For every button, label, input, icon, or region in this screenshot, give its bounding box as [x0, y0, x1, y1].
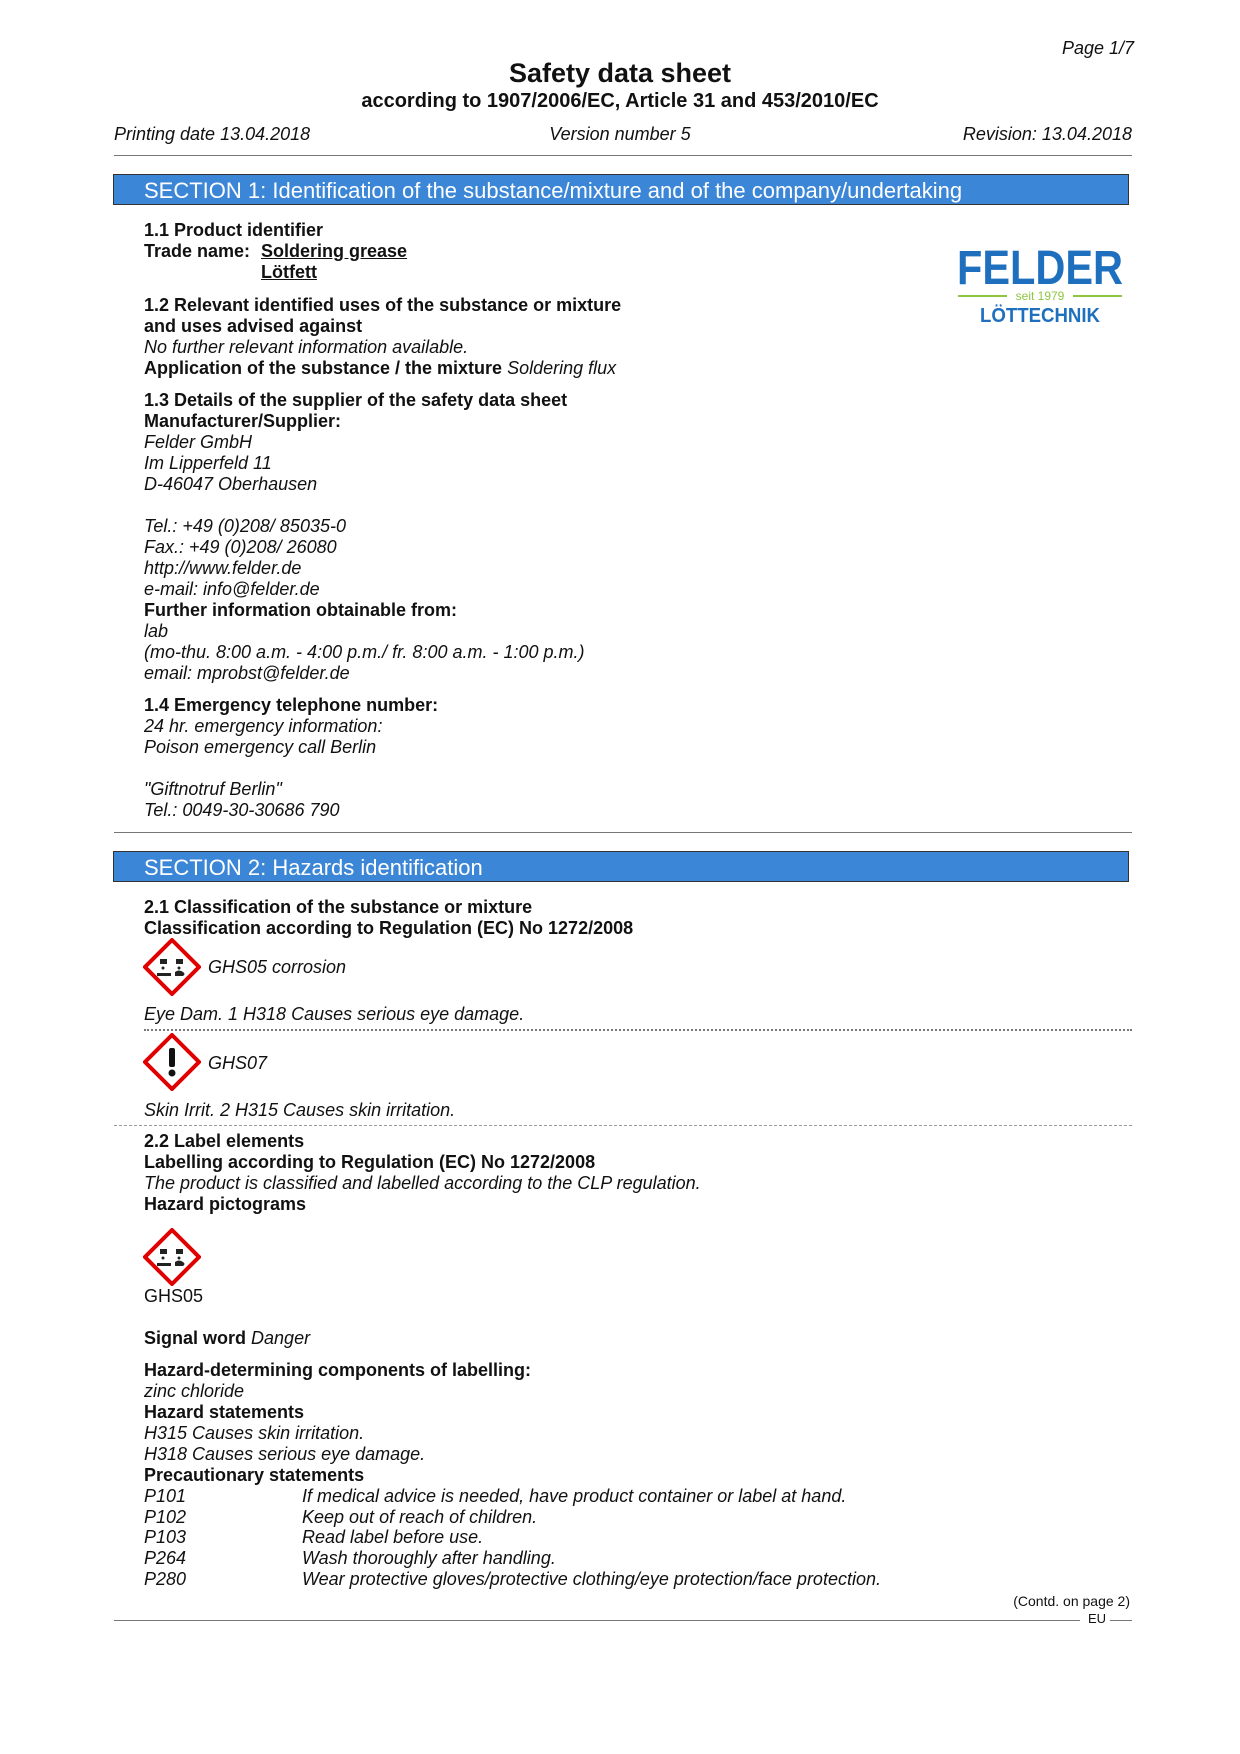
emergency-2: Poison emergency call Berlin: [144, 737, 377, 757]
component-1: zinc chloride: [144, 1381, 245, 1401]
revision-date: Revision: 13.04.2018: [962, 124, 1132, 144]
hazard-h315: H315 Causes skin irritation.: [144, 1423, 365, 1443]
further-info-1: lab: [144, 621, 169, 641]
s12-note: No further relevant information available.: [144, 337, 469, 357]
printing-date: Printing date 13.04.2018: [114, 124, 311, 144]
s12-title-2: and uses advised against: [144, 316, 363, 336]
page-number: Page 1/7: [1061, 38, 1134, 58]
further-info-3[interactable]: email: mprobst@felder.de: [144, 663, 350, 683]
components-label: Hazard-determining components of labelling:: [144, 1360, 532, 1380]
precaution-text: Wear protective gloves/protective clothing/eye protection/face protection.: [302, 1569, 881, 1589]
precaution-text: If medical advice is needed, have product container or label at hand.: [302, 1486, 847, 1506]
pictogram-caption: GHS05: [144, 1286, 204, 1306]
trade-name-label: Trade name:: [144, 241, 251, 261]
s12-title-1: 1.2 Relevant identified uses of the substance or mixture: [144, 295, 622, 315]
ghs05-corrosion-icon: [143, 938, 201, 996]
application-row: [144, 358, 616, 379]
emergency-1: 24 hr. emergency information:: [144, 716, 383, 736]
trade-name-2: Lötfett: [261, 262, 317, 282]
eye-dam-classification: Eye Dam. 1 H318 Causes serious eye damage.: [144, 1004, 525, 1024]
emergency-4: Tel.: 0049-30-30686 790: [144, 800, 340, 820]
precaution-text: Read label before use.: [302, 1527, 484, 1547]
application-label: Application of the substance / the mixture: [144, 358, 503, 378]
company-city: D-46047 Oberhausen: [144, 474, 318, 494]
s14-title: 1.4 Emergency telephone number:: [144, 695, 439, 715]
company-street: Im Lipperfeld 11: [144, 453, 272, 473]
precaution-code: P101: [144, 1486, 187, 1506]
precaution-code: P103: [144, 1527, 187, 1547]
svg-text:seit 1979: seit 1979: [1015, 289, 1065, 303]
svg-text:FELDER: FELDER: [957, 242, 1123, 295]
company-email[interactable]: e-mail: info@felder.de: [144, 579, 320, 599]
header-divider: [114, 155, 1132, 156]
s21-sub: Classification according to Regulation (EC) No 1272/2008: [144, 918, 634, 938]
footer-region: EU: [1088, 1611, 1107, 1626]
signal-word-value: Danger: [251, 1328, 311, 1348]
precaution-code: P280: [144, 1569, 187, 1589]
document-title: Safety data sheet: [508, 58, 732, 88]
felder-logo: [955, 240, 1125, 326]
further-info-2: (mo-thu. 8:00 a.m. - 4:00 p.m./ fr. 8:00 a.m. - 1:00 p.m.): [144, 642, 585, 662]
s22-title: 2.2 Label elements: [144, 1131, 305, 1151]
document-subtitle: according to 1907/2006/EC, Article 31 and 453/2010/EC: [361, 90, 879, 112]
section-1-heading: SECTION 1: Identification of the substance/mixture and of the company/undertaking: [113, 174, 1129, 205]
s22-sub: Labelling according to Regulation (EC) No 1272/2008: [144, 1152, 596, 1172]
emergency-3: "Giftnotruf Berlin": [144, 779, 282, 799]
precaution-text: Keep out of reach of children.: [302, 1507, 538, 1527]
section-1-divider: [114, 832, 1132, 833]
company-fax: Fax.: +49 (0)208/ 26080: [144, 537, 337, 557]
precaution-code: P102: [144, 1507, 187, 1527]
continued-note: (Contd. on page 2): [1013, 1593, 1130, 1609]
company-name: Felder GmbH: [144, 432, 253, 452]
s13-title: 1.3 Details of the supplier of the safety data sheet: [144, 390, 568, 410]
ghs05-label: GHS05 corrosion: [208, 957, 347, 977]
trade-name-1: Soldering grease: [261, 241, 408, 261]
skin-irrit-classification: Skin Irrit. 2 H315 Causes skin irritation.: [144, 1100, 456, 1120]
version-number: Version number 5: [549, 124, 691, 144]
precautionary-label: Precautionary statements: [144, 1465, 365, 1485]
ghs07-exclamation-icon: [143, 1033, 201, 1091]
footer-rule: [114, 1620, 1080, 1621]
svg-text:LÖTTECHNIK: LÖTTECHNIK: [980, 305, 1109, 326]
footer-rule-end: [1110, 1620, 1132, 1621]
precaution-code: P264: [144, 1548, 187, 1568]
hazard-h318: H318 Causes serious eye damage.: [144, 1444, 426, 1464]
signal-word-label: Signal word: [144, 1328, 247, 1348]
pictograms-label: Hazard pictograms: [144, 1194, 307, 1214]
manufacturer-label: Manufacturer/Supplier:: [144, 411, 342, 431]
precaution-text: Wash thoroughly after handling.: [302, 1548, 556, 1568]
company-tel: Tel.: +49 (0)208/ 85035-0: [144, 516, 346, 536]
s21-end-separator: [114, 1125, 1132, 1126]
s21-title: 2.1 Classification of the substance or mixture: [144, 897, 533, 917]
signal-word-row: [144, 1328, 310, 1349]
application-value: Soldering flux: [507, 358, 617, 378]
s22-note: The product is classified and labelled according to the CLP regulation.: [144, 1173, 701, 1193]
ghs07-label: GHS07: [208, 1053, 268, 1073]
hazard-statements-label: Hazard statements: [144, 1402, 305, 1422]
section-2-heading: SECTION 2: Hazards identification: [113, 851, 1129, 882]
ghs05-pictogram-icon: [143, 1228, 201, 1286]
s11-title: 1.1 Product identifier: [144, 220, 324, 240]
further-info-label: Further information obtainable from:: [144, 600, 457, 620]
company-web[interactable]: http://www.felder.de: [144, 558, 302, 578]
classification-separator: [144, 1029, 1132, 1031]
